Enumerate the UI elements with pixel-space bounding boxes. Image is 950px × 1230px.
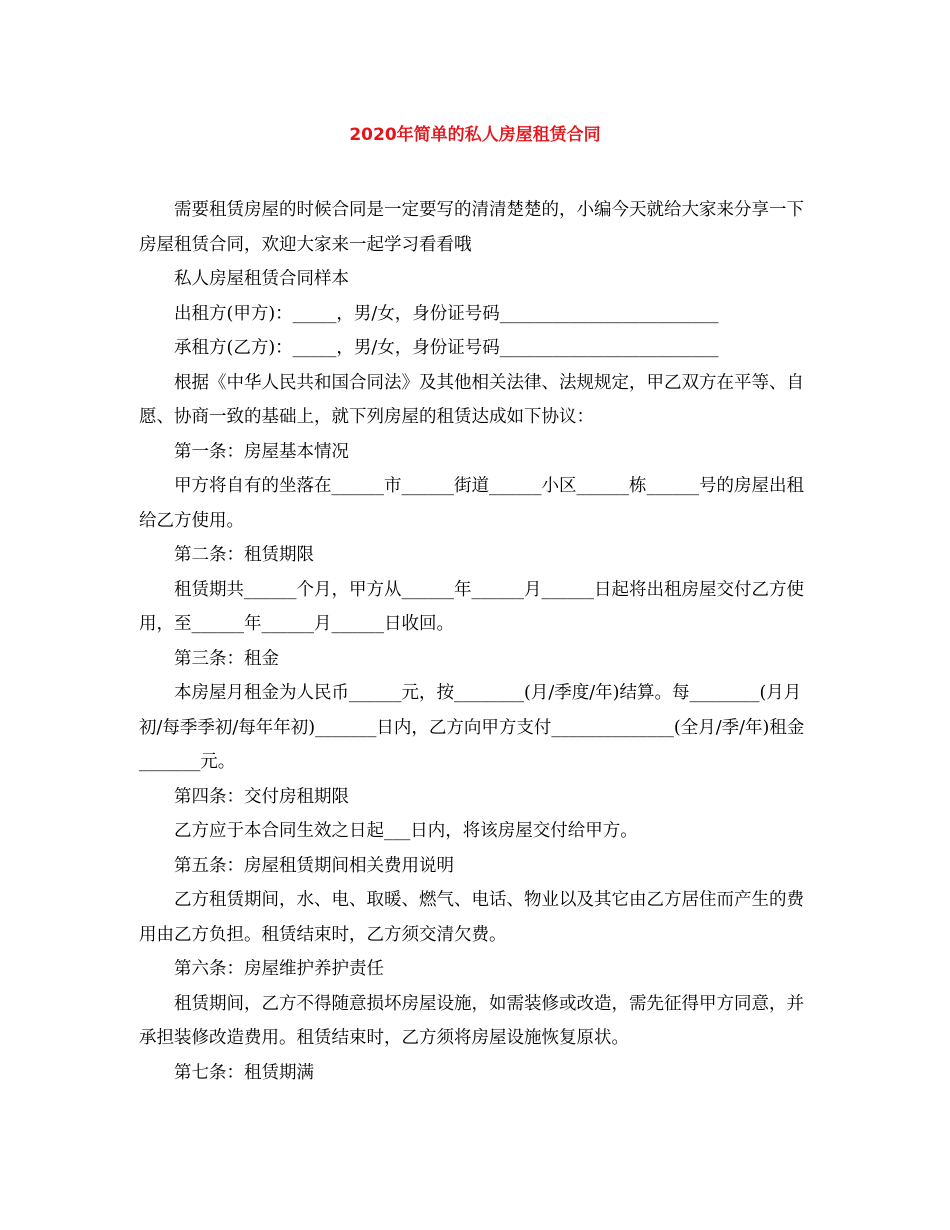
paragraph-preamble: 根据《中华人民共和国合同法》及其他相关法律、法规规定，甲乙双方在平等、自愿、协商一致的基础上，就下列房屋的租赁达成如下协议： xyxy=(139,372,804,427)
article-1-text: 甲方将自有的坐落在______市______街道______小区______栋______号的房屋出租给乙方使用。 xyxy=(139,476,804,531)
article-3-heading: 第三条：租金 xyxy=(174,648,279,669)
article-3-text: 本房屋月租金为人民币______元，按________(月/季度/年)结算。每________(月月初/每季季初/每年年初)_______日内，乙方向甲方支付______________(全月/季/年)租金_______元。 xyxy=(139,683,805,772)
article-4-text: 乙方应于本合同生效之日起___日内，将该房屋交付给甲方。 xyxy=(174,821,638,841)
article-1-heading: 第一条：房屋基本情况 xyxy=(174,441,349,462)
paragraph-lessee: 承租方(乙方)：_____，男/女，身份证号码_________________________ xyxy=(174,338,719,358)
document-title: 2020年简单的私人房屋租赁合同 xyxy=(349,125,601,145)
article-2-text: 租赁期共______个月，甲方从______年______月______日起将出租房屋交付乙方使用，至______年______月______日收回。 xyxy=(139,579,804,634)
document-body xyxy=(139,193,819,1090)
article-5-heading: 第五条：房屋租赁期间相关费用说明 xyxy=(174,855,454,876)
paragraph-sample-heading: 私人房屋租赁合同样本 xyxy=(174,269,349,289)
paragraph-lessor: 出租方(甲方)：_____，男/女，身份证号码_________________________ xyxy=(174,303,719,324)
paragraph-intro: 需要租赁房屋的时候合同是一定要写的清清楚楚的，小编今天就给大家来分享一下房屋租赁合同，欢迎大家来一起学习看看哦 xyxy=(139,200,804,255)
article-2-heading: 第二条：租赁期限 xyxy=(174,545,314,565)
article-7-heading: 第七条：租赁期满 xyxy=(174,1062,314,1083)
article-4-heading: 第四条：交付房租期限 xyxy=(174,786,349,807)
article-5-text: 乙方租赁期间，水、电、取暖、燃气、电话、物业以及其它由乙方居住而产生的费用由乙方负担。租赁结束时，乙方须交清欠费。 xyxy=(139,890,804,945)
article-6-heading: 第六条：房屋维护养护责任 xyxy=(174,959,384,979)
article-6-text: 租赁期间，乙方不得随意损坏房屋设施，如需装修或改造，需先征得甲方同意，并承担装修改造费用。租赁结束时，乙方须将房屋设施恢复原状。 xyxy=(139,993,804,1048)
